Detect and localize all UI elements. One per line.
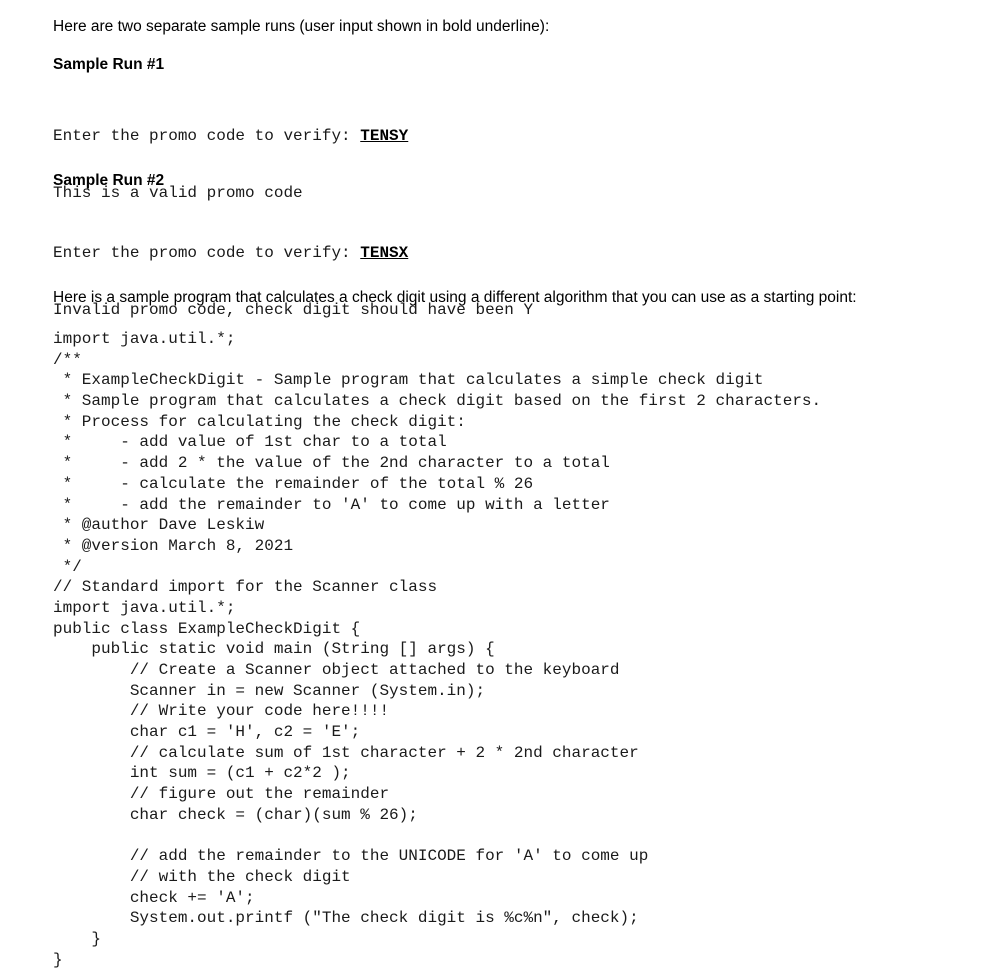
- intro-text: Here are two separate sample runs (user input shown in bold underline):: [53, 18, 550, 35]
- code-line: // Write your code here!!!!: [53, 702, 390, 721]
- code-line: * - add value of 1st char to a total: [53, 433, 447, 452]
- user-input: TENSY: [360, 127, 409, 145]
- code-line: System.out.printf ("The check digit is %c%n", check);: [53, 909, 639, 928]
- code-line: [53, 826, 821, 847]
- code-line: * - add 2 * the value of the 2nd character to a total: [53, 454, 610, 473]
- code-block: [53, 329, 821, 970]
- code-line: * Sample program that calculates a check digit based on the first 2 characters.: [53, 392, 822, 411]
- sample-run-2-prompt-line: [53, 243, 533, 264]
- code-line: }: [53, 929, 102, 948]
- sample-run-2-heading: Sample Run #2: [53, 172, 165, 189]
- code-line: import java.util.*;: [53, 598, 236, 617]
- code-line: // with the check digit: [53, 867, 351, 886]
- code-line: check += 'A';: [53, 888, 255, 907]
- sample-run-2-output-line: Invalid promo code, check digit should have been Y: [53, 301, 534, 319]
- code-line: * - add the remainder to 'A' to come up with a letter: [53, 495, 610, 514]
- code-line: public static void main (String [] args) {: [53, 640, 495, 659]
- code-line: char check = (char)(sum % 26);: [53, 805, 418, 824]
- code-line: }: [53, 950, 63, 969]
- code-line: * @version March 8, 2021: [53, 536, 294, 555]
- code-line: int sum = (c1 + c2*2 );: [53, 764, 351, 783]
- code-line: import java.util.*;: [53, 330, 236, 348]
- user-input: TENSX: [360, 244, 409, 262]
- prompt-text: Enter the promo code to verify:: [53, 244, 361, 262]
- code-line: * - calculate the remainder of the total % 26: [53, 474, 534, 493]
- code-line: * @author Dave Leskiw: [53, 516, 265, 535]
- code-line: // Standard import for the Scanner class: [53, 578, 438, 597]
- code-line: char c1 = 'H', c2 = 'E';: [53, 723, 361, 742]
- code-line: Scanner in = new Scanner (System.in);: [53, 681, 486, 700]
- code-line: */: [53, 557, 82, 576]
- code-line: // add the remainder to the UNICODE for 'A' to come up: [53, 847, 649, 866]
- code-line: public class ExampleCheckDigit {: [53, 619, 361, 638]
- sample-program-intro: Here is a sample program that calculates a check digit using a different algorithm that you can use as a starting point:: [53, 289, 857, 306]
- code-line: // figure out the remainder: [53, 785, 390, 804]
- sample-run-1-heading: Sample Run #1: [53, 56, 165, 73]
- sample-run-1-console: [53, 90, 408, 222]
- prompt-text: Enter the promo code to verify:: [53, 127, 361, 145]
- code-line: * Process for calculating the check digit:: [53, 412, 466, 431]
- code-line: * ExampleCheckDigit - Sample program that calculates a simple check digit: [53, 371, 764, 390]
- sample-run-1-prompt-line: [53, 126, 408, 147]
- sample-run-2-console: [53, 207, 533, 339]
- code-line: // calculate sum of 1st character + 2 * 2nd character: [53, 743, 639, 762]
- code-line: // Create a Scanner object attached to the keyboard: [53, 661, 620, 679]
- code-line: /**: [53, 350, 82, 369]
- sample-run-1-output-line: This is a valid promo code: [53, 184, 303, 202]
